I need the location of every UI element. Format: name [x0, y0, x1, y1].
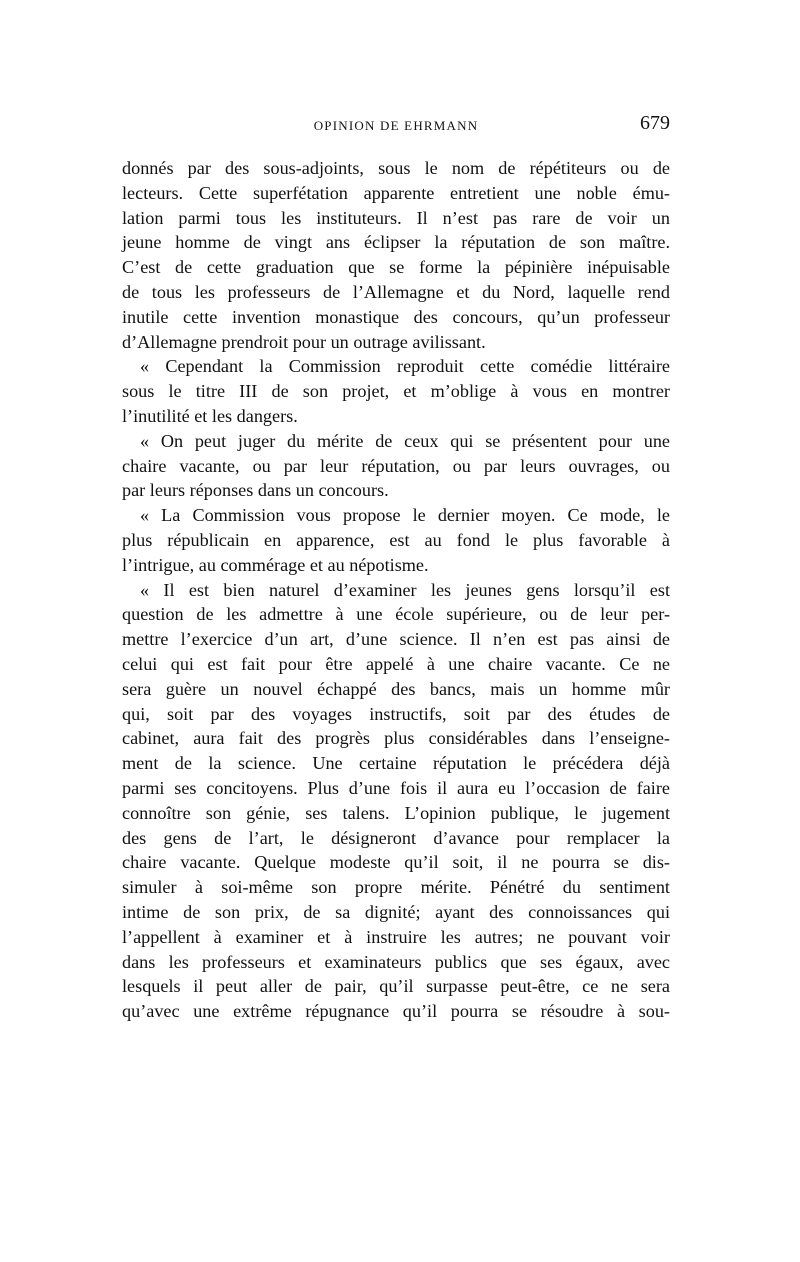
text-line: « On peut juger du mérite de ceux qui se présentent pour une	[140, 430, 670, 451]
text-line: l’appellent à examiner et à instruire les autres; ne pouvant voir	[122, 926, 670, 947]
text-line: sous le titre III de son projet, et m’oblige à vous en montrer	[122, 381, 670, 402]
text-line: connoître son génie, ses talens. L’opinion publique, le jugement	[122, 802, 670, 823]
text-line: simuler à soi-même son propre mérite. Pénétré du sentiment	[122, 877, 670, 898]
text-line: « Il est bien naturel d’examiner les jeunes gens lorsqu’il est	[140, 579, 670, 600]
text-line: question de les admettre à une école supérieure, ou de leur per-	[122, 604, 670, 625]
page-number: 679	[640, 112, 670, 134]
text-line: intime de son prix, de sa dignité; ayant des connoissances qui	[122, 901, 670, 922]
text-line: « La Commission vous propose le dernier moyen. Ce mode, le	[140, 505, 670, 526]
text-line: lecteurs. Cette superfétation apparente entretient une noble ému-	[122, 182, 670, 203]
text-line: chaire vacante. Quelque modeste qu’il soit, il ne pourra se dis-	[122, 852, 670, 873]
text-line: des gens de l’art, le désigneront d’avance pour remplacer la	[122, 827, 670, 848]
text-line: d’Allemagne prendroit pour un outrage avilissant.	[122, 331, 486, 352]
text-line: mettre l’exercice d’un art, d’une science. Il n’en est pas ainsi de	[122, 629, 670, 650]
text-line: « Cependant la Commission reproduit cette comédie littéraire	[140, 356, 670, 377]
text-line: par leurs réponses dans un concours.	[122, 480, 389, 501]
text-line: qu’avec une extrême répugnance qu’il pourra se résoudre à sou-	[122, 1001, 670, 1022]
text-line: lesquels il peut aller de pair, qu’il surpasse peut-être, ce ne sera	[122, 976, 670, 997]
text-line: de tous les professeurs de l’Allemagne et du Nord, laquelle rend	[122, 281, 670, 302]
text-line: qui, soit par des voyages instructifs, soit par des études de	[122, 703, 670, 724]
text-line: ment de la science. Une certaine réputation le précédera déjà	[122, 753, 670, 774]
text-line: sera guère un nouvel échappé des bancs, mais un homme mûr	[122, 678, 670, 699]
running-head	[122, 112, 670, 138]
text-line: l’intrigue, au commérage et au népotisme.	[122, 554, 429, 575]
text-line: jeune homme de vingt ans éclipser la réputation de son maître.	[122, 232, 670, 253]
text-line: cabinet, aura fait des progrès plus considérables dans l’enseigne-	[122, 728, 670, 749]
text-line: donnés par des sous-adjoints, sous le nom de répétiteurs ou de	[122, 158, 670, 178]
text-line: dans les professeurs et examinateurs publics que ses égaux, avec	[122, 951, 670, 972]
text-line: l’inutilité et les dangers.	[122, 405, 298, 426]
text-line: parmi ses concitoyens. Plus d’une fois il aura eu l’occasion de faire	[122, 777, 670, 798]
text-line: inutile cette invention monastique des concours, qu’un professeur	[122, 306, 670, 327]
text-line: celui qui est fait pour être appelé à une chaire vacante. Ce ne	[122, 653, 670, 674]
text-line: plus républicain en apparence, est au fond le plus favorable à	[122, 529, 670, 550]
running-title: OPINION DE EHRMANN	[313, 118, 479, 133]
text-line: C’est de cette graduation que se forme la pépinière inépuisable	[122, 257, 670, 278]
text-line: lation parmi tous les instituteurs. Il n’est pas rare de voir un	[122, 207, 670, 228]
body-text	[122, 156, 670, 1024]
text-line: chaire vacante, ou par leur réputation, ou par leurs ouvrages, ou	[122, 455, 670, 476]
